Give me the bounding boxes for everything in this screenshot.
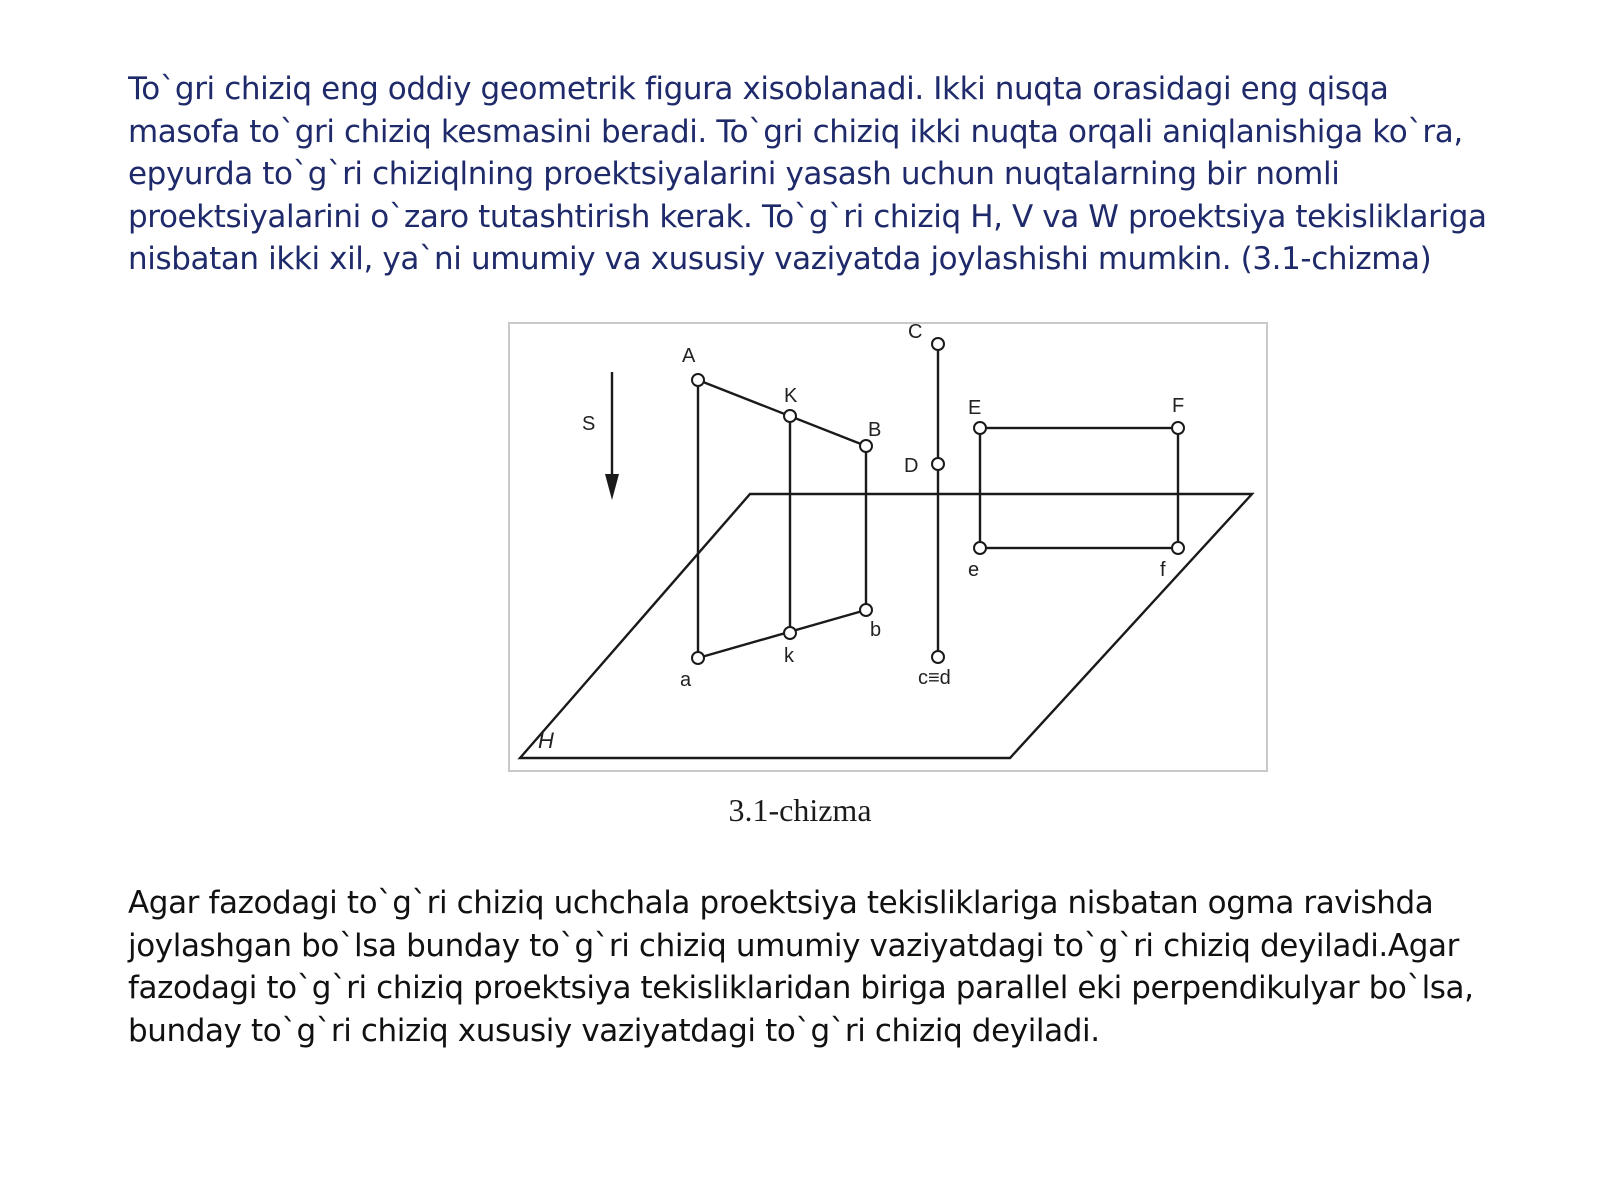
point-a-upper — [692, 374, 704, 386]
label-f: f — [1160, 559, 1166, 581]
label-cd: c≡d — [918, 667, 951, 689]
point-d — [932, 458, 944, 470]
intro-paragraph: To`gri chiziq eng oddiy geometrik figura xisoblanadi. Ikki nuqta orasidagi eng qisqa masofa to`gri chiziq kesmasini beradi. To`gri chiziq ikki nuqta orqali aniqlanishiga ko`ra, epyurda to`g`ri chiziqlning proektsiyalarini yasash uchun nuqtalarning bir nomli proektsiyalarini o`zaro tutashtirish kerak. To`g`ri chiziq H, V va W proektsiya tekisliklariga nisbatan ikki xil, ya`ni umumiy va xususiy vaziyatda joylashishi mumkin. (3.1-chizma) — [128, 71, 1487, 278]
label-e: e — [968, 559, 980, 581]
arrow-s-head — [605, 474, 619, 500]
plane-h — [520, 494, 1252, 758]
figure-3-1 — [508, 322, 1268, 772]
point-k-upper — [784, 410, 796, 422]
point-b-upper — [860, 440, 872, 452]
segment-ab — [698, 380, 866, 446]
point-b-lower — [860, 604, 872, 616]
label-C: C — [908, 324, 923, 343]
point-E — [974, 422, 986, 434]
label-F: F — [1172, 395, 1185, 417]
point-F — [1172, 422, 1184, 434]
label-s: S — [582, 413, 596, 435]
label-E: E — [968, 397, 982, 419]
definition-paragraph: Agar fazodagi to`g`ri chiziq uchchala proektsiya tekisliklariga nisbatan ogma ravishda joylashgan bo`lsa bunday to`g`ri chiziq umumiy vaziyatdagi to`g`ri chiziq deyiladi.Agar fazodagi to`g`ri chiziq proektsiya tekisliklaridan biriga parallel eki perpendikulyar bo`lsa, bunday to`g`ri chiziq xususiy vaziyatdagi to`g`ri chiziq deyiladi. — [128, 885, 1474, 1049]
label-b: b — [870, 619, 882, 641]
rect-ef — [980, 428, 1178, 548]
segment-ab-projection — [698, 610, 866, 658]
label-h: H — [538, 728, 554, 753]
point-a-lower — [692, 652, 704, 664]
label-A: A — [682, 345, 696, 367]
label-K: K — [784, 385, 798, 407]
label-k: k — [784, 645, 794, 667]
point-e — [974, 542, 986, 554]
label-a: a — [680, 669, 692, 691]
point-c — [932, 338, 944, 350]
label-D: D — [904, 455, 919, 477]
point-k-lower — [784, 627, 796, 639]
label-B: B — [868, 419, 882, 441]
point-cd — [932, 651, 944, 663]
projection-diagram — [510, 324, 1266, 770]
point-f — [1172, 542, 1184, 554]
figure-caption: 3.1-chizma — [728, 792, 872, 828]
